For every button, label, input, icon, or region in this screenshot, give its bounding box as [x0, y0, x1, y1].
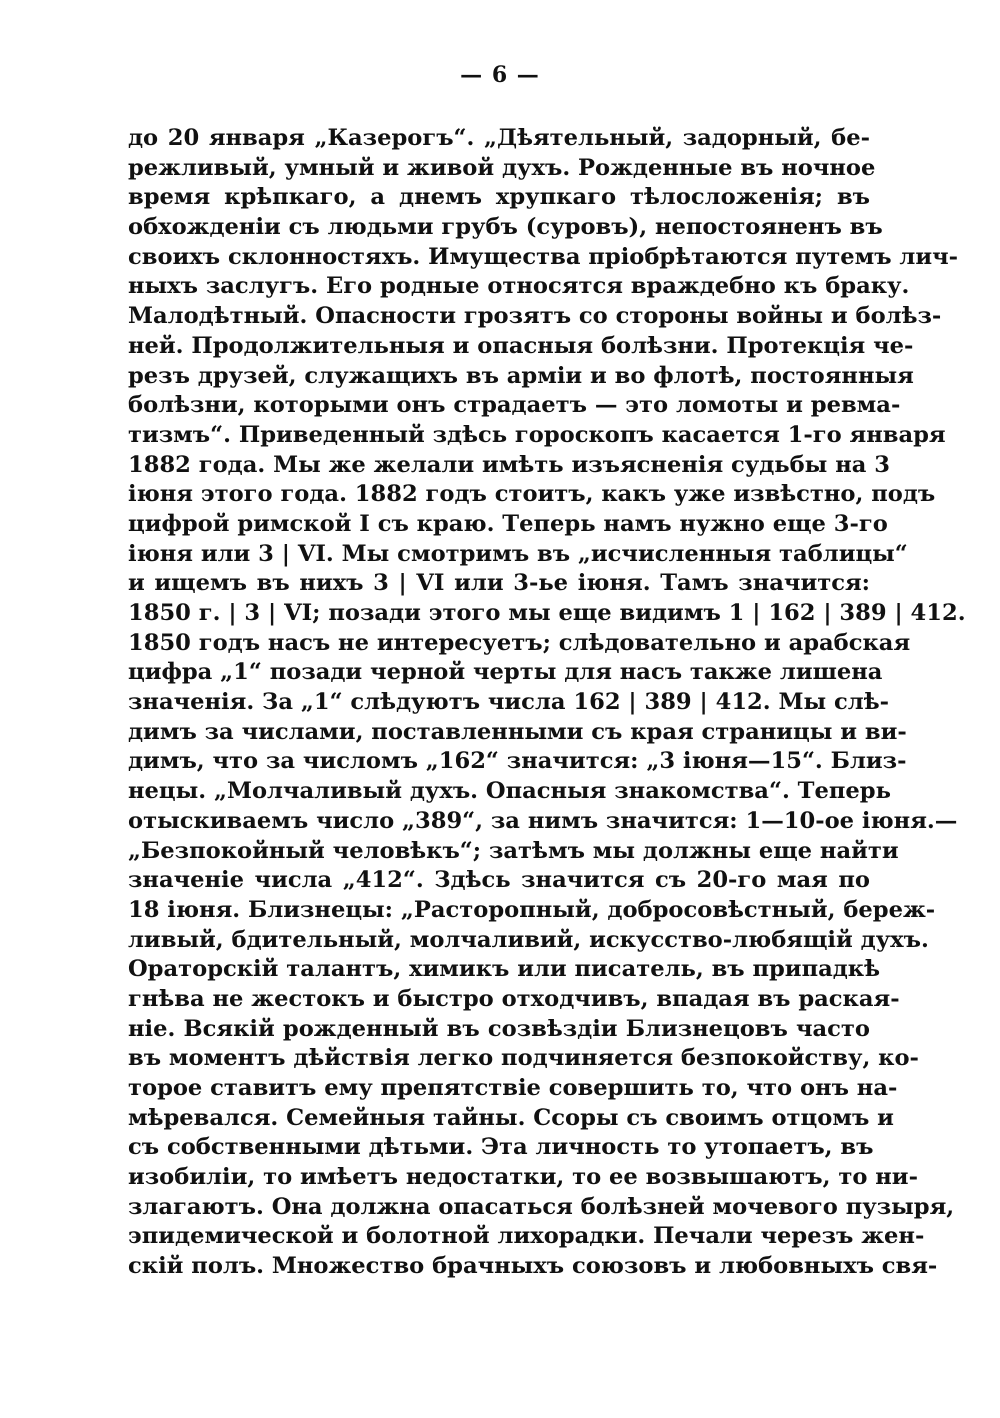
text-line: болѣзни, которыми онъ страдаетъ — это ломоты и ревма- [128, 392, 901, 419]
text-line: ніе. Всякій рожденный въ созвѣздіи Близнецовъ часто [128, 1015, 870, 1042]
text-line: резъ друзей, служащихъ въ арміи и во флотѣ, постоянныя [128, 362, 914, 389]
text-line: іюня этого года. 1882 годъ стоитъ, какъ уже извѣстно, подъ [128, 481, 936, 508]
text-line: 1882 года. Мы же желали имѣть изъясненія судьбы на 3 [128, 451, 890, 478]
text-line: димъ за числами, поставленными съ края страницы и ви- [128, 718, 907, 745]
text-line: іюня или 3 | VI. Мы смотримъ въ „исчисленныя таблицы“ [128, 540, 908, 567]
text-line: 1850 г. | 3 | VI; позади этого мы еще видимъ 1 | 162 | 389 | 412. [128, 600, 966, 626]
text-line: 1850 годъ насъ не интересуетъ; слѣдовательно и арабская [128, 629, 911, 656]
text-line: нецы. „Молчаливый духъ. Опасныя знакомства“. Теперь [128, 778, 891, 805]
text-line: Малодѣтный. Опасности грозятъ со стороны войны и болѣз- [128, 303, 942, 330]
text-line: димъ, что за числомъ „162“ значится: „3 іюня—15“. Близ- [128, 748, 907, 775]
text-line: мѣревался. Семейныя тайны. Ссоры съ своимъ отцомъ и [128, 1104, 894, 1131]
text-line: режливый, умный и живой духъ. Рожденные въ ночное [128, 154, 876, 181]
text-line: съ собственными дѣтьми. Эта личность то утопаетъ, въ [128, 1134, 874, 1161]
text-line: тизмъ“. Приведенный здѣсь гороскопъ касается 1-го января [128, 421, 946, 448]
page-number: — 6 — [460, 62, 540, 88]
text-line: торое ставитъ ему препятствіе совершить то, что онъ на- [128, 1075, 898, 1101]
text-line: ливый, бдительный, молчаливий, искусство-любящій духъ. [128, 926, 929, 953]
text-line: обхожденіи съ людьми грубъ (суровъ), непостояненъ въ [128, 214, 883, 241]
text-line: цифрой римской I съ краю. Теперь намъ нужно еще 3-го [128, 510, 888, 537]
text-line: „Безпокойный человѣкъ“; затѣмъ мы должны еще найти [128, 837, 899, 864]
text-line: до 20 января „Казерогъ“. „Дѣятельный, задорный, бе- [128, 125, 870, 151]
text-line: время крѣпкаго, а днемъ хрупкаго тѣлосложенія; въ [128, 184, 870, 211]
text-line: и ищемъ въ нихъ 3 | VI или 3-ье іюня. Тамъ значится: [128, 570, 870, 597]
text-line: въ моментъ дѣйствія легко подчиняется безпокойству, ко- [128, 1045, 919, 1072]
text-line: скій полъ. Множество брачныхъ союзовъ и любовныхъ свя- [128, 1253, 938, 1280]
text-line: своихъ склонностяхъ. Имущества пріобрѣтаются путемъ лич- [128, 243, 959, 270]
text-line: 18 іюня. Близнецы: „Расторопный, добросовѣстный, береж- [128, 896, 936, 923]
text-line: Ораторскій талантъ, химикъ или писатель, въ припадкѣ [128, 956, 881, 983]
text-line: ней. Продолжительныя и опасныя болѣзни. Протекція че- [128, 332, 914, 359]
text-line: значеніе числа „412“. Здѣсь значится съ 20-го мая по [128, 867, 870, 894]
text-line: значенія. За „1“ слѣдуютъ числа 162 | 389 | 412. Мы слѣ- [128, 689, 889, 716]
text-line: гнѣва не жестокъ и быстро отходчивъ, впадая въ раская- [128, 985, 900, 1012]
text-line: злагаютъ. Она должна опасаться болѣзней мочевого пузыря, [128, 1193, 955, 1220]
text-line: отыскиваемъ число „389“, за нимъ значится: 1—10-ое іюня.— [128, 807, 958, 834]
text-line: цифра „1“ позади черной черты для насъ также лишена [128, 659, 883, 686]
body-text [128, 124, 966, 1282]
text-line: ныхъ заслугъ. Его родные относятся враждебно къ браку. [128, 273, 910, 300]
text-line: эпидемической и болотной лихорадки. Печали черезъ жен- [128, 1223, 925, 1250]
text-line: изобиліи, то имѣетъ недостатки, то ее возвышаютъ, то ни- [128, 1164, 918, 1191]
